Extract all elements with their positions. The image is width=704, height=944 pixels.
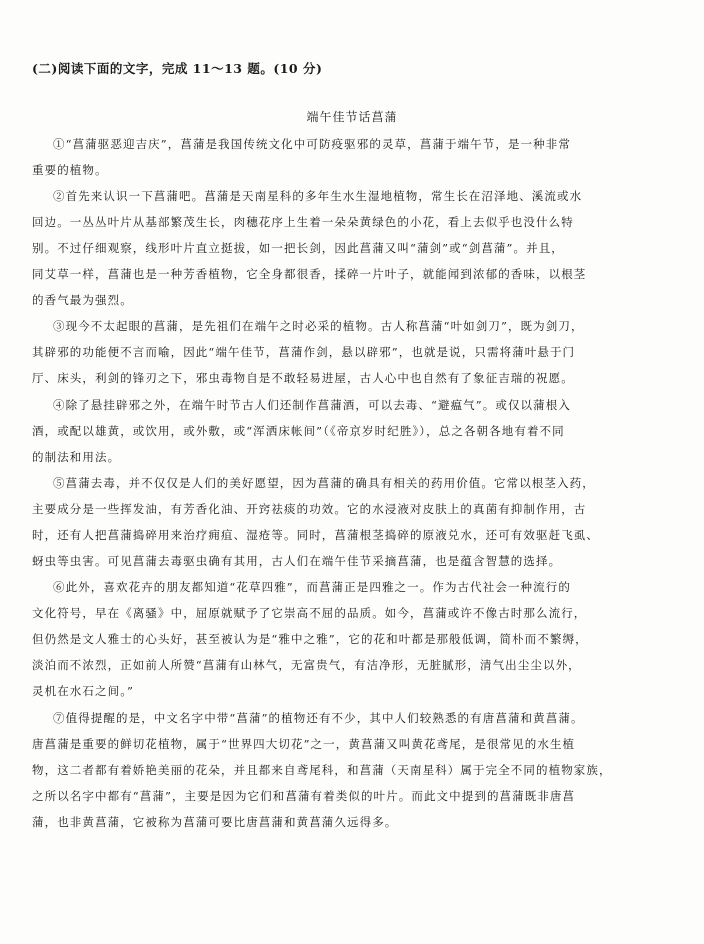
para-7-line-3: 物，这二者都有着娇艳美丽的花朵，并且都来自鸢尾科，和菖蒲（天南星科）属于完全不同的植物家族， <box>32 763 612 777</box>
para-3-line-2: 其辟邪的功能便不言而喻，因此“端午佳节，菖蒲作剑，悬以辟邪”，也就是说，只需将蒲叶悬于门 <box>32 345 576 359</box>
para-4-line-1: ④除了悬挂辟邪之外，在端午时节古人们还制作菖蒲酒，可以去毒、“避瘟气”。或仅以蒲根入 <box>53 398 571 412</box>
section-heading: (二)阅读下面的文字，完成 11～13 题。(10 分) <box>32 61 323 76</box>
para-6-line-2: 文化符号，早在《离骚》中，屈原就赋予了它崇高不屈的品质。如今，菖蒲或许不像古时那么流行， <box>32 606 587 620</box>
para-4-line-3: 的制法和用法。 <box>32 450 121 464</box>
para-7-line-2: 唐菖蒲是重要的鲜切花植物，属于“世界四大切花”之一，黄菖蒲又叫黄花鸢尾，是很常见的水生植 <box>32 737 576 751</box>
para-5-line-1: ⑤菖蒲去毒，并不仅仅是人们的美好愿望，因为菖蒲的确具有相关的药用价值。它常以根茎入药， <box>53 476 595 490</box>
para-6-line-3: 但仍然是文人雅士的心头好，甚至被认为是“雅中之雅”，它的花和叶都是那般低调，简朴而不繁缛， <box>32 632 588 646</box>
para-6-line-4: 淡泊而不浓烈，正如前人所赞“菖蒲有山林气，无富贵气，有洁净形，无脏腻形，清气出尘尘以外， <box>32 658 581 672</box>
article-title: 端午佳节话菖蒲 <box>306 110 398 124</box>
para-7-line-5: 蒲，也非黄菖蒲，它被称为菖蒲可要比唐菖蒲和黄菖蒲久远得多。 <box>32 815 398 829</box>
para-6-line-1: ⑥此外，喜欢花卉的朋友都知道“花草四雅”，而菖蒲正是四雅之一。作为古代社会一种流行的 <box>53 580 571 594</box>
para-1-line-1: ①“菖蒲驱恶迎吉庆”，菖蒲是我国传统文化中可防疫驱邪的灵草，菖蒲于端午节，是一种非常 <box>53 137 571 151</box>
para-5-line-3: 时，还有人把菖蒲捣碎用来治疗痈疽、湿疮等。同时，菖蒲根茎捣碎的原液兑水，还可有效驱赶飞虱、 <box>32 528 599 542</box>
para-2-line-5: 的香气最为强烈。 <box>32 293 133 307</box>
para-5-line-4: 蚜虫等虫害。可见菖蒲去毒驱虫确有其用，古人们在端午佳节采摘菖蒲，也是蕴含智慧的选择。 <box>32 554 562 568</box>
para-7-line-4: 之所以名字中都有“菖蒲”，主要是因为它们和菖蒲有着类似的叶片。而此文中提到的菖蒲既非唐菖 <box>32 789 576 803</box>
para-2-line-4: 同艾草一样，菖蒲也是一种芳香植物，它全身都很香，揉碎一片叶子，就能闻到浓郁的香味，以根茎 <box>32 267 587 281</box>
para-2-line-2: 回边。一丛丛叶片从基部繁茂生长，肉穗花序上生着一朵朵黄绿色的小花，看上去似乎也没什么特 <box>32 215 574 229</box>
para-4-line-2: 酒，或配以雄黄，或饮用，或外敷，或“浑洒床帐间”（《帝京岁时纪胜》），总之各朝各地有着不同 <box>32 424 565 438</box>
para-2-line-3: 别。不过仔细观察，线形叶片直立挺拔，如一把长剑，因此菖蒲又叫“蒲剑”或“剑菖蒲”。并且， <box>32 241 564 255</box>
para-5-line-2: 主要成分是一些挥发油，有芳香化油、开窍祛痰的功效。它的水浸液对皮肤上的真菌有抑制作用，古 <box>32 502 587 516</box>
para-3-line-1: ③现今不太起眼的菖蒲，是先祖们在端午之时必采的植物。古人称菖蒲“叶如剑刀”，既为剑刀， <box>53 319 584 333</box>
para-1-line-2: 重要的植物。 <box>32 163 108 177</box>
para-2-line-1: ②首先来认识一下菖蒲吧。菖蒲是天南星科的多年生水生湿地植物，常生长在沼泽地、溪流或水 <box>53 189 583 203</box>
para-7-line-1: ⑦值得提醒的是，中文名字中带“菖蒲”的植物还有不少，其中人们较熟悉的有唐菖蒲和黄菖蒲。 <box>53 711 584 725</box>
para-3-line-3: 厅、床头，利剑的锋刃之下，邪虫毒物自是不敢轻易进屋，古人心中也自然有了象征吉瑞的祝愿。 <box>32 371 574 385</box>
para-6-line-5: 灵机在水石之间。” <box>32 684 135 698</box>
